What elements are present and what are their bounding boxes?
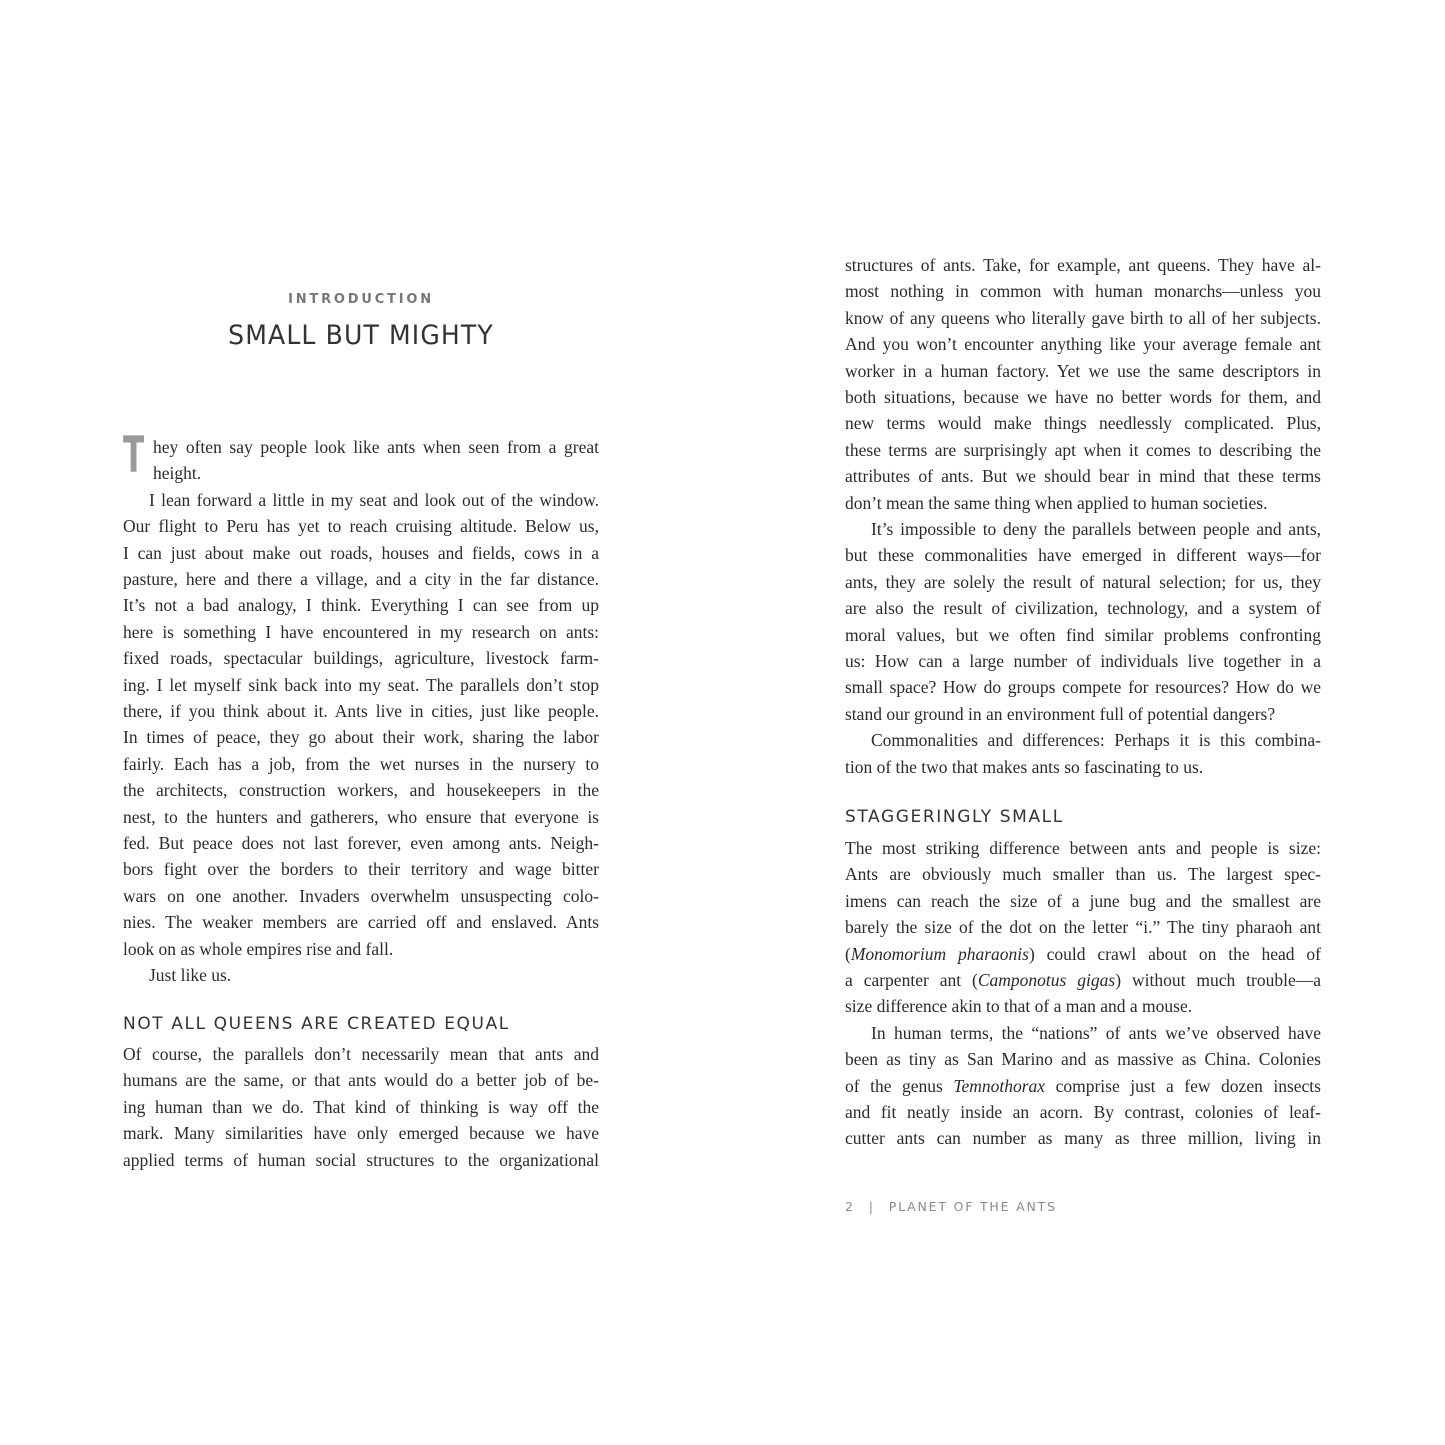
text-line: It’s not a bad analogy, I think. Everything I can see from up: [123, 595, 599, 616]
page-number: 2: [845, 1199, 855, 1214]
text-line: there, if you think about it. Ants live in cities, just like people.: [123, 701, 599, 721]
text-line: know of any queens who literally gave birth to all of her subjects.: [845, 307, 1321, 328]
text-line: It’s impossible to deny the parallels between people and ants,: [871, 519, 1321, 539]
text-line: Our flight to Peru has yet to reach cruising altitude. Below us,: [123, 516, 599, 537]
text-line: In human terms, the “nations” of ants we’ve observed have: [871, 1022, 1321, 1043]
text-line: both situations, because we have no better words for them, and: [845, 387, 1321, 407]
text-line: structures of ants. Take, for example, ant queens. They have al-: [845, 255, 1321, 275]
text-line: Just like us.: [149, 965, 232, 985]
text-line: In times of peace, they go about their work, sharing the labor: [123, 727, 599, 748]
text-line: nies. The weaker members are carried off and enslaved. Ants: [123, 912, 599, 933]
text-line: us: How can a large number of individuals live together in a: [845, 651, 1321, 671]
chapter-eyebrow: INTRODUCTION: [288, 292, 434, 307]
text-line: The most striking difference between ants and people is size:: [845, 838, 1321, 858]
text-line: most nothing in common with human monarchs—unless you: [845, 281, 1321, 302]
text-line: pasture, here and there a village, and a city in the far distance.: [123, 569, 599, 589]
section-heading-small: STAGGERINGLY SMALL: [845, 807, 1064, 827]
text-line: I lean forward a little in my seat and look out of the window.: [149, 489, 599, 510]
text-line: barely the size of the dot on the letter “i.” The tiny pharaoh ant: [845, 917, 1321, 938]
text-line: wars on one another. Invaders overwhelm unsuspecting colo-: [123, 885, 599, 906]
text-run: (: [845, 943, 851, 964]
text-run: ) could crawl about on the head of: [1028, 943, 1321, 964]
text-line: ing. I let myself sink back into my seat. The parallels don’t stop: [123, 674, 599, 695]
text-run: of the genus: [845, 1075, 954, 1096]
text-line: stand our ground in an environment full of potential dangers?: [845, 703, 1276, 724]
text-line: applied terms of human social structures to the organizational: [123, 1149, 599, 1170]
text-line: these terms are surprisingly apt when it comes to describing the: [845, 439, 1321, 460]
text-line: height.: [153, 463, 202, 484]
footer-separator: |: [868, 1199, 875, 1214]
text-line: worker in a human factory. Yet we use the same descriptors in: [845, 360, 1321, 381]
text-line: mark. Many similarities have only emerged because we have: [123, 1123, 599, 1144]
text-line: moral values, but we often find similar problems confronting: [845, 624, 1321, 645]
text-line: [845, 941, 1321, 968]
text-line: look on as whole empires rise and fall.: [123, 938, 394, 959]
text-run: ) without much trouble—a: [1115, 970, 1322, 990]
text-line: [845, 967, 1321, 994]
text-line: humans are the same, or that ants would do a better job of be-: [123, 1070, 599, 1091]
text-line: the architects, construction workers, and housekeepers in the: [123, 780, 599, 801]
drop-cap: T: [123, 426, 145, 484]
italic-species-name: Camponotus gigas: [977, 970, 1116, 990]
text-line: here is something I have encountered in my research on ants:: [123, 621, 599, 642]
text-line: fixed roads, spectacular buildings, agriculture, livestock farm-: [123, 648, 599, 669]
text-line: [845, 1073, 1321, 1100]
text-line: Ants are obviously much smaller than us. The largest spec-: [845, 864, 1321, 885]
text-line: hey often say people look like ants when seen from a great: [153, 437, 599, 457]
text-line: don’t mean the same thing when applied to human societies.: [845, 492, 1268, 513]
text-line: And you won’t encounter anything like your average female ant: [845, 334, 1321, 355]
text-run: comprise just a few dozen insects: [1045, 1075, 1321, 1096]
text-line: are also the result of civilization, technology, and a system of: [845, 598, 1321, 619]
text-line: nest, to the hunters and gatherers, who ensure that everyone is: [123, 806, 599, 827]
text-line: size difference akin to that of a man and a mouse.: [845, 996, 1193, 1017]
text-line: ing human than we do. That kind of thinking is way off the: [123, 1096, 599, 1117]
text-line: attributes of ants. But we should bear in mind that these terms: [845, 466, 1321, 487]
page-footer: [845, 1199, 1057, 1214]
text-line: new terms would make things needlessly complicated. Plus,: [845, 413, 1321, 434]
italic-species-name: Monomorium pharaonis: [850, 943, 1029, 964]
text-line: small space? How do groups compete for resources? How do we: [845, 677, 1321, 698]
text-line: been as tiny as San Marino and as massive as China. Colonies: [845, 1049, 1321, 1070]
text-run: a carpenter ant (: [845, 970, 978, 990]
text-line: tion of the two that makes ants so fascinating to us.: [845, 756, 1204, 777]
text-line: and fit neatly inside an acorn. By contrast, colonies of leaf-: [845, 1102, 1321, 1122]
text-line: Of course, the parallels don’t necessarily mean that ants and: [123, 1044, 599, 1064]
text-line: cutter ants can number as many as three million, living in: [845, 1128, 1321, 1149]
text-line: fairly. Each has a job, from the wet nurses in the nursery to: [123, 753, 599, 774]
chapter-title: SMALL BUT MIGHTY: [228, 320, 494, 351]
text-line: imens can reach the size of a june bug and the smallest are: [845, 890, 1321, 911]
text-line: but these commonalities have emerged in different ways—for: [845, 545, 1321, 566]
text-line: fed. But peace does not last forever, even among ants. Neigh-: [123, 833, 599, 853]
text-line: bors fight over the borders to their territory and wage bitter: [123, 859, 599, 880]
book-title: PLANET OF THE ANTS: [888, 1199, 1057, 1214]
italic-species-name: Temnothorax: [953, 1075, 1046, 1096]
section-heading-queens: NOT ALL QUEENS ARE CREATED EQUAL: [123, 1014, 510, 1034]
text-line: I can just about make out roads, houses and fields, cows in a: [123, 542, 599, 563]
text-line: Commonalities and differences: Perhaps it is this combina-: [871, 730, 1321, 751]
text-line: ants, they are solely the result of natural selection; for us, they: [845, 571, 1321, 592]
